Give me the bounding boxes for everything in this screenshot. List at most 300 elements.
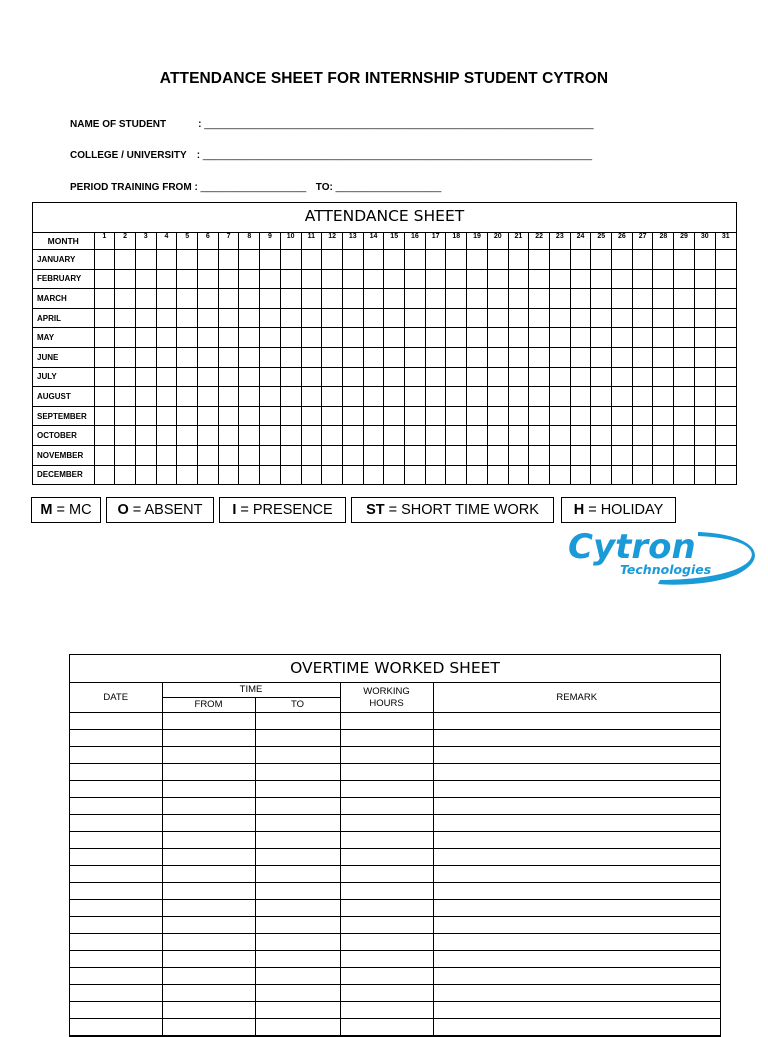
attendance-cell[interactable] xyxy=(487,465,508,484)
attendance-cell[interactable] xyxy=(653,289,674,309)
attendance-cell[interactable] xyxy=(591,406,612,426)
attendance-cell[interactable] xyxy=(322,426,343,446)
attendance-cell[interactable] xyxy=(405,445,426,465)
overtime-cell[interactable] xyxy=(255,781,340,798)
attendance-cell[interactable] xyxy=(156,269,177,289)
attendance-cell[interactable] xyxy=(487,308,508,328)
attendance-cell[interactable] xyxy=(239,250,260,270)
attendance-cell[interactable] xyxy=(467,426,488,446)
overtime-cell[interactable] xyxy=(433,866,720,883)
attendance-cell[interactable] xyxy=(156,406,177,426)
attendance-cell[interactable] xyxy=(260,387,281,407)
attendance-cell[interactable] xyxy=(632,465,653,484)
overtime-cell[interactable] xyxy=(70,1002,162,1019)
attendance-cell[interactable] xyxy=(529,406,550,426)
attendance-cell[interactable] xyxy=(177,367,198,387)
attendance-cell[interactable] xyxy=(549,387,570,407)
overtime-cell[interactable] xyxy=(162,764,255,781)
attendance-cell[interactable] xyxy=(342,289,363,309)
overtime-cell[interactable] xyxy=(162,1002,255,1019)
attendance-cell[interactable] xyxy=(570,289,591,309)
attendance-cell[interactable] xyxy=(508,445,529,465)
attendance-cell[interactable] xyxy=(405,465,426,484)
attendance-cell[interactable] xyxy=(94,426,115,446)
attendance-cell[interactable] xyxy=(467,387,488,407)
overtime-cell[interactable] xyxy=(162,730,255,747)
attendance-cell[interactable] xyxy=(425,250,446,270)
attendance-cell[interactable] xyxy=(425,367,446,387)
attendance-cell[interactable] xyxy=(467,269,488,289)
attendance-cell[interactable] xyxy=(342,445,363,465)
attendance-cell[interactable] xyxy=(260,347,281,367)
overtime-cell[interactable] xyxy=(162,798,255,815)
attendance-cell[interactable] xyxy=(280,269,301,289)
attendance-cell[interactable] xyxy=(591,347,612,367)
overtime-cell[interactable] xyxy=(340,900,433,917)
attendance-cell[interactable] xyxy=(674,289,695,309)
attendance-cell[interactable] xyxy=(425,445,446,465)
attendance-cell[interactable] xyxy=(301,445,322,465)
attendance-cell[interactable] xyxy=(591,465,612,484)
attendance-cell[interactable] xyxy=(529,445,550,465)
attendance-cell[interactable] xyxy=(342,347,363,367)
overtime-cell[interactable] xyxy=(255,951,340,968)
overtime-cell[interactable] xyxy=(70,747,162,764)
overtime-cell[interactable] xyxy=(433,815,720,832)
attendance-cell[interactable] xyxy=(363,328,384,348)
attendance-cell[interactable] xyxy=(467,465,488,484)
period-to-line[interactable]: ___________________ xyxy=(335,182,442,193)
attendance-cell[interactable] xyxy=(94,289,115,309)
attendance-cell[interactable] xyxy=(570,465,591,484)
attendance-cell[interactable] xyxy=(715,406,736,426)
attendance-cell[interactable] xyxy=(198,250,219,270)
attendance-cell[interactable] xyxy=(115,387,136,407)
attendance-cell[interactable] xyxy=(115,269,136,289)
attendance-cell[interactable] xyxy=(94,387,115,407)
attendance-cell[interactable] xyxy=(94,465,115,484)
attendance-cell[interactable] xyxy=(384,367,405,387)
attendance-cell[interactable] xyxy=(612,250,633,270)
overtime-cell[interactable] xyxy=(70,798,162,815)
attendance-cell[interactable] xyxy=(177,445,198,465)
attendance-cell[interactable] xyxy=(549,328,570,348)
overtime-cell[interactable] xyxy=(340,832,433,849)
attendance-cell[interactable] xyxy=(405,426,426,446)
attendance-cell[interactable] xyxy=(198,367,219,387)
attendance-cell[interactable] xyxy=(612,406,633,426)
college-field[interactable]: COLLEGE / UNIVERSITY : ______________________________________________________________________ xyxy=(70,150,593,161)
attendance-cell[interactable] xyxy=(198,328,219,348)
attendance-cell[interactable] xyxy=(549,465,570,484)
attendance-cell[interactable] xyxy=(218,445,239,465)
attendance-cell[interactable] xyxy=(570,406,591,426)
attendance-cell[interactable] xyxy=(322,289,343,309)
attendance-cell[interactable] xyxy=(405,367,426,387)
attendance-cell[interactable] xyxy=(280,347,301,367)
attendance-cell[interactable] xyxy=(570,387,591,407)
attendance-cell[interactable] xyxy=(363,406,384,426)
overtime-cell[interactable] xyxy=(255,747,340,764)
attendance-cell[interactable] xyxy=(632,387,653,407)
attendance-cell[interactable] xyxy=(570,347,591,367)
attendance-cell[interactable] xyxy=(446,367,467,387)
attendance-cell[interactable] xyxy=(591,445,612,465)
attendance-cell[interactable] xyxy=(384,269,405,289)
attendance-cell[interactable] xyxy=(198,465,219,484)
attendance-cell[interactable] xyxy=(425,328,446,348)
attendance-cell[interactable] xyxy=(301,387,322,407)
attendance-cell[interactable] xyxy=(177,289,198,309)
attendance-cell[interactable] xyxy=(301,250,322,270)
attendance-cell[interactable] xyxy=(653,328,674,348)
attendance-cell[interactable] xyxy=(239,328,260,348)
overtime-cell[interactable] xyxy=(70,917,162,934)
attendance-cell[interactable] xyxy=(301,367,322,387)
attendance-cell[interactable] xyxy=(94,445,115,465)
student-name-line[interactable]: ______________________________________________________________________ xyxy=(204,119,594,130)
student-name-field[interactable]: NAME OF STUDENT : ______________________________________________________________________ xyxy=(70,119,594,130)
attendance-cell[interactable] xyxy=(280,289,301,309)
attendance-cell[interactable] xyxy=(612,328,633,348)
overtime-cell[interactable] xyxy=(340,747,433,764)
attendance-cell[interactable] xyxy=(508,426,529,446)
attendance-cell[interactable] xyxy=(694,406,715,426)
attendance-cell[interactable] xyxy=(467,445,488,465)
attendance-cell[interactable] xyxy=(198,347,219,367)
attendance-cell[interactable] xyxy=(425,387,446,407)
attendance-cell[interactable] xyxy=(156,387,177,407)
overtime-cell[interactable] xyxy=(433,730,720,747)
attendance-cell[interactable] xyxy=(218,387,239,407)
overtime-cell[interactable] xyxy=(433,781,720,798)
attendance-cell[interactable] xyxy=(715,465,736,484)
overtime-cell[interactable] xyxy=(255,883,340,900)
attendance-cell[interactable] xyxy=(694,250,715,270)
attendance-cell[interactable] xyxy=(612,445,633,465)
attendance-cell[interactable] xyxy=(632,347,653,367)
attendance-cell[interactable] xyxy=(301,406,322,426)
attendance-cell[interactable] xyxy=(446,387,467,407)
attendance-cell[interactable] xyxy=(508,269,529,289)
attendance-cell[interactable] xyxy=(467,347,488,367)
attendance-cell[interactable] xyxy=(384,387,405,407)
attendance-cell[interactable] xyxy=(632,328,653,348)
attendance-cell[interactable] xyxy=(239,367,260,387)
attendance-cell[interactable] xyxy=(591,387,612,407)
overtime-cell[interactable] xyxy=(162,781,255,798)
attendance-cell[interactable] xyxy=(94,328,115,348)
overtime-cell[interactable] xyxy=(70,781,162,798)
attendance-cell[interactable] xyxy=(260,426,281,446)
attendance-cell[interactable] xyxy=(570,445,591,465)
attendance-cell[interactable] xyxy=(674,308,695,328)
attendance-cell[interactable] xyxy=(405,406,426,426)
attendance-cell[interactable] xyxy=(115,426,136,446)
attendance-cell[interactable] xyxy=(715,250,736,270)
overtime-cell[interactable] xyxy=(433,883,720,900)
attendance-cell[interactable] xyxy=(591,289,612,309)
attendance-cell[interactable] xyxy=(115,406,136,426)
attendance-cell[interactable] xyxy=(301,328,322,348)
attendance-cell[interactable] xyxy=(405,269,426,289)
attendance-cell[interactable] xyxy=(280,465,301,484)
attendance-cell[interactable] xyxy=(694,445,715,465)
attendance-cell[interactable] xyxy=(363,387,384,407)
overtime-cell[interactable] xyxy=(340,968,433,985)
attendance-cell[interactable] xyxy=(425,289,446,309)
attendance-cell[interactable] xyxy=(342,269,363,289)
attendance-cell[interactable] xyxy=(135,289,156,309)
overtime-cell[interactable] xyxy=(255,866,340,883)
attendance-cell[interactable] xyxy=(218,465,239,484)
attendance-cell[interactable] xyxy=(508,347,529,367)
attendance-cell[interactable] xyxy=(177,387,198,407)
attendance-cell[interactable] xyxy=(115,328,136,348)
attendance-cell[interactable] xyxy=(260,269,281,289)
attendance-cell[interactable] xyxy=(239,387,260,407)
attendance-cell[interactable] xyxy=(549,269,570,289)
overtime-cell[interactable] xyxy=(255,1002,340,1019)
attendance-cell[interactable] xyxy=(94,308,115,328)
attendance-cell[interactable] xyxy=(177,406,198,426)
overtime-cell[interactable] xyxy=(162,747,255,764)
attendance-cell[interactable] xyxy=(384,445,405,465)
attendance-cell[interactable] xyxy=(549,426,570,446)
attendance-cell[interactable] xyxy=(280,308,301,328)
attendance-cell[interactable] xyxy=(177,250,198,270)
attendance-cell[interactable] xyxy=(446,465,467,484)
attendance-cell[interactable] xyxy=(487,250,508,270)
period-field[interactable] xyxy=(70,182,441,193)
attendance-cell[interactable] xyxy=(674,445,695,465)
attendance-cell[interactable] xyxy=(694,328,715,348)
attendance-cell[interactable] xyxy=(612,367,633,387)
attendance-cell[interactable] xyxy=(425,269,446,289)
overtime-cell[interactable] xyxy=(70,883,162,900)
overtime-cell[interactable] xyxy=(162,968,255,985)
attendance-cell[interactable] xyxy=(363,308,384,328)
attendance-cell[interactable] xyxy=(156,445,177,465)
attendance-cell[interactable] xyxy=(218,406,239,426)
attendance-cell[interactable] xyxy=(384,308,405,328)
overtime-cell[interactable] xyxy=(433,1002,720,1019)
attendance-cell[interactable] xyxy=(467,250,488,270)
attendance-cell[interactable] xyxy=(612,289,633,309)
attendance-cell[interactable] xyxy=(674,465,695,484)
attendance-cell[interactable] xyxy=(612,426,633,446)
attendance-cell[interactable] xyxy=(446,289,467,309)
overtime-cell[interactable] xyxy=(255,764,340,781)
attendance-cell[interactable] xyxy=(260,445,281,465)
attendance-cell[interactable] xyxy=(694,465,715,484)
overtime-cell[interactable] xyxy=(162,917,255,934)
attendance-cell[interactable] xyxy=(280,367,301,387)
attendance-cell[interactable] xyxy=(115,465,136,484)
overtime-cell[interactable] xyxy=(70,730,162,747)
overtime-cell[interactable] xyxy=(340,764,433,781)
attendance-cell[interactable] xyxy=(425,465,446,484)
overtime-cell[interactable] xyxy=(162,883,255,900)
attendance-cell[interactable] xyxy=(405,250,426,270)
overtime-cell[interactable] xyxy=(162,985,255,1002)
overtime-cell[interactable] xyxy=(433,764,720,781)
attendance-cell[interactable] xyxy=(198,308,219,328)
attendance-cell[interactable] xyxy=(198,445,219,465)
attendance-cell[interactable] xyxy=(425,406,446,426)
overtime-cell[interactable] xyxy=(433,798,720,815)
attendance-cell[interactable] xyxy=(508,250,529,270)
attendance-cell[interactable] xyxy=(218,308,239,328)
overtime-cell[interactable] xyxy=(433,713,720,730)
overtime-cell[interactable] xyxy=(340,1019,433,1036)
overtime-cell[interactable] xyxy=(340,1002,433,1019)
attendance-cell[interactable] xyxy=(612,347,633,367)
overtime-cell[interactable] xyxy=(433,968,720,985)
attendance-cell[interactable] xyxy=(694,426,715,446)
attendance-cell[interactable] xyxy=(260,308,281,328)
attendance-cell[interactable] xyxy=(715,387,736,407)
attendance-cell[interactable] xyxy=(322,269,343,289)
attendance-cell[interactable] xyxy=(529,250,550,270)
attendance-cell[interactable] xyxy=(135,347,156,367)
overtime-cell[interactable] xyxy=(255,968,340,985)
attendance-cell[interactable] xyxy=(280,250,301,270)
overtime-cell[interactable] xyxy=(162,934,255,951)
attendance-cell[interactable] xyxy=(280,445,301,465)
overtime-cell[interactable] xyxy=(70,866,162,883)
overtime-cell[interactable] xyxy=(70,764,162,781)
attendance-cell[interactable] xyxy=(632,308,653,328)
overtime-cell[interactable] xyxy=(162,951,255,968)
attendance-cell[interactable] xyxy=(135,465,156,484)
overtime-cell[interactable] xyxy=(433,1019,720,1036)
attendance-cell[interactable] xyxy=(653,445,674,465)
attendance-cell[interactable] xyxy=(135,426,156,446)
overtime-cell[interactable] xyxy=(255,900,340,917)
overtime-cell[interactable] xyxy=(162,832,255,849)
attendance-cell[interactable] xyxy=(280,406,301,426)
attendance-cell[interactable] xyxy=(156,328,177,348)
overtime-cell[interactable] xyxy=(70,815,162,832)
attendance-cell[interactable] xyxy=(425,426,446,446)
attendance-cell[interactable] xyxy=(115,289,136,309)
attendance-cell[interactable] xyxy=(218,347,239,367)
attendance-cell[interactable] xyxy=(715,289,736,309)
attendance-cell[interactable] xyxy=(508,465,529,484)
attendance-cell[interactable] xyxy=(674,387,695,407)
attendance-cell[interactable] xyxy=(322,328,343,348)
attendance-cell[interactable] xyxy=(632,269,653,289)
attendance-cell[interactable] xyxy=(405,308,426,328)
attendance-cell[interactable] xyxy=(653,250,674,270)
attendance-cell[interactable] xyxy=(549,250,570,270)
attendance-cell[interactable] xyxy=(384,347,405,367)
attendance-cell[interactable] xyxy=(446,250,467,270)
attendance-cell[interactable] xyxy=(508,387,529,407)
overtime-cell[interactable] xyxy=(340,815,433,832)
attendance-cell[interactable] xyxy=(135,328,156,348)
attendance-cell[interactable] xyxy=(446,445,467,465)
overtime-cell[interactable] xyxy=(70,985,162,1002)
attendance-cell[interactable] xyxy=(280,328,301,348)
attendance-cell[interactable] xyxy=(260,465,281,484)
attendance-cell[interactable] xyxy=(529,289,550,309)
attendance-cell[interactable] xyxy=(715,308,736,328)
attendance-cell[interactable] xyxy=(529,269,550,289)
attendance-cell[interactable] xyxy=(591,269,612,289)
attendance-cell[interactable] xyxy=(94,269,115,289)
attendance-cell[interactable] xyxy=(342,406,363,426)
attendance-cell[interactable] xyxy=(260,328,281,348)
overtime-cell[interactable] xyxy=(340,849,433,866)
attendance-cell[interactable] xyxy=(239,347,260,367)
overtime-cell[interactable] xyxy=(70,849,162,866)
attendance-cell[interactable] xyxy=(363,347,384,367)
attendance-cell[interactable] xyxy=(612,269,633,289)
overtime-cell[interactable] xyxy=(340,917,433,934)
attendance-cell[interactable] xyxy=(177,269,198,289)
attendance-cell[interactable] xyxy=(363,250,384,270)
overtime-cell[interactable] xyxy=(255,713,340,730)
attendance-cell[interactable] xyxy=(322,387,343,407)
attendance-cell[interactable] xyxy=(508,406,529,426)
overtime-cell[interactable] xyxy=(255,1019,340,1036)
attendance-cell[interactable] xyxy=(260,406,281,426)
overtime-cell[interactable] xyxy=(340,951,433,968)
attendance-cell[interactable] xyxy=(115,367,136,387)
attendance-cell[interactable] xyxy=(508,308,529,328)
attendance-cell[interactable] xyxy=(384,250,405,270)
attendance-cell[interactable] xyxy=(715,445,736,465)
attendance-cell[interactable] xyxy=(612,387,633,407)
attendance-cell[interactable] xyxy=(591,308,612,328)
attendance-cell[interactable] xyxy=(198,269,219,289)
attendance-cell[interactable] xyxy=(135,308,156,328)
attendance-cell[interactable] xyxy=(301,269,322,289)
attendance-cell[interactable] xyxy=(529,308,550,328)
attendance-cell[interactable] xyxy=(198,406,219,426)
overtime-cell[interactable] xyxy=(162,815,255,832)
overtime-cell[interactable] xyxy=(340,883,433,900)
overtime-cell[interactable] xyxy=(162,713,255,730)
attendance-cell[interactable] xyxy=(301,426,322,446)
attendance-cell[interactable] xyxy=(156,347,177,367)
overtime-cell[interactable] xyxy=(433,900,720,917)
attendance-cell[interactable] xyxy=(632,406,653,426)
attendance-cell[interactable] xyxy=(632,250,653,270)
attendance-cell[interactable] xyxy=(156,289,177,309)
attendance-cell[interactable] xyxy=(715,347,736,367)
attendance-cell[interactable] xyxy=(694,387,715,407)
attendance-cell[interactable] xyxy=(115,347,136,367)
overtime-cell[interactable] xyxy=(255,798,340,815)
attendance-cell[interactable] xyxy=(612,465,633,484)
overtime-cell[interactable] xyxy=(433,747,720,764)
attendance-cell[interactable] xyxy=(467,289,488,309)
attendance-cell[interactable] xyxy=(467,406,488,426)
attendance-cell[interactable] xyxy=(280,387,301,407)
attendance-cell[interactable] xyxy=(218,426,239,446)
attendance-cell[interactable] xyxy=(529,367,550,387)
attendance-cell[interactable] xyxy=(177,347,198,367)
attendance-cell[interactable] xyxy=(322,250,343,270)
attendance-cell[interactable] xyxy=(239,308,260,328)
attendance-cell[interactable] xyxy=(467,308,488,328)
attendance-cell[interactable] xyxy=(508,328,529,348)
attendance-cell[interactable] xyxy=(487,328,508,348)
attendance-cell[interactable] xyxy=(115,445,136,465)
